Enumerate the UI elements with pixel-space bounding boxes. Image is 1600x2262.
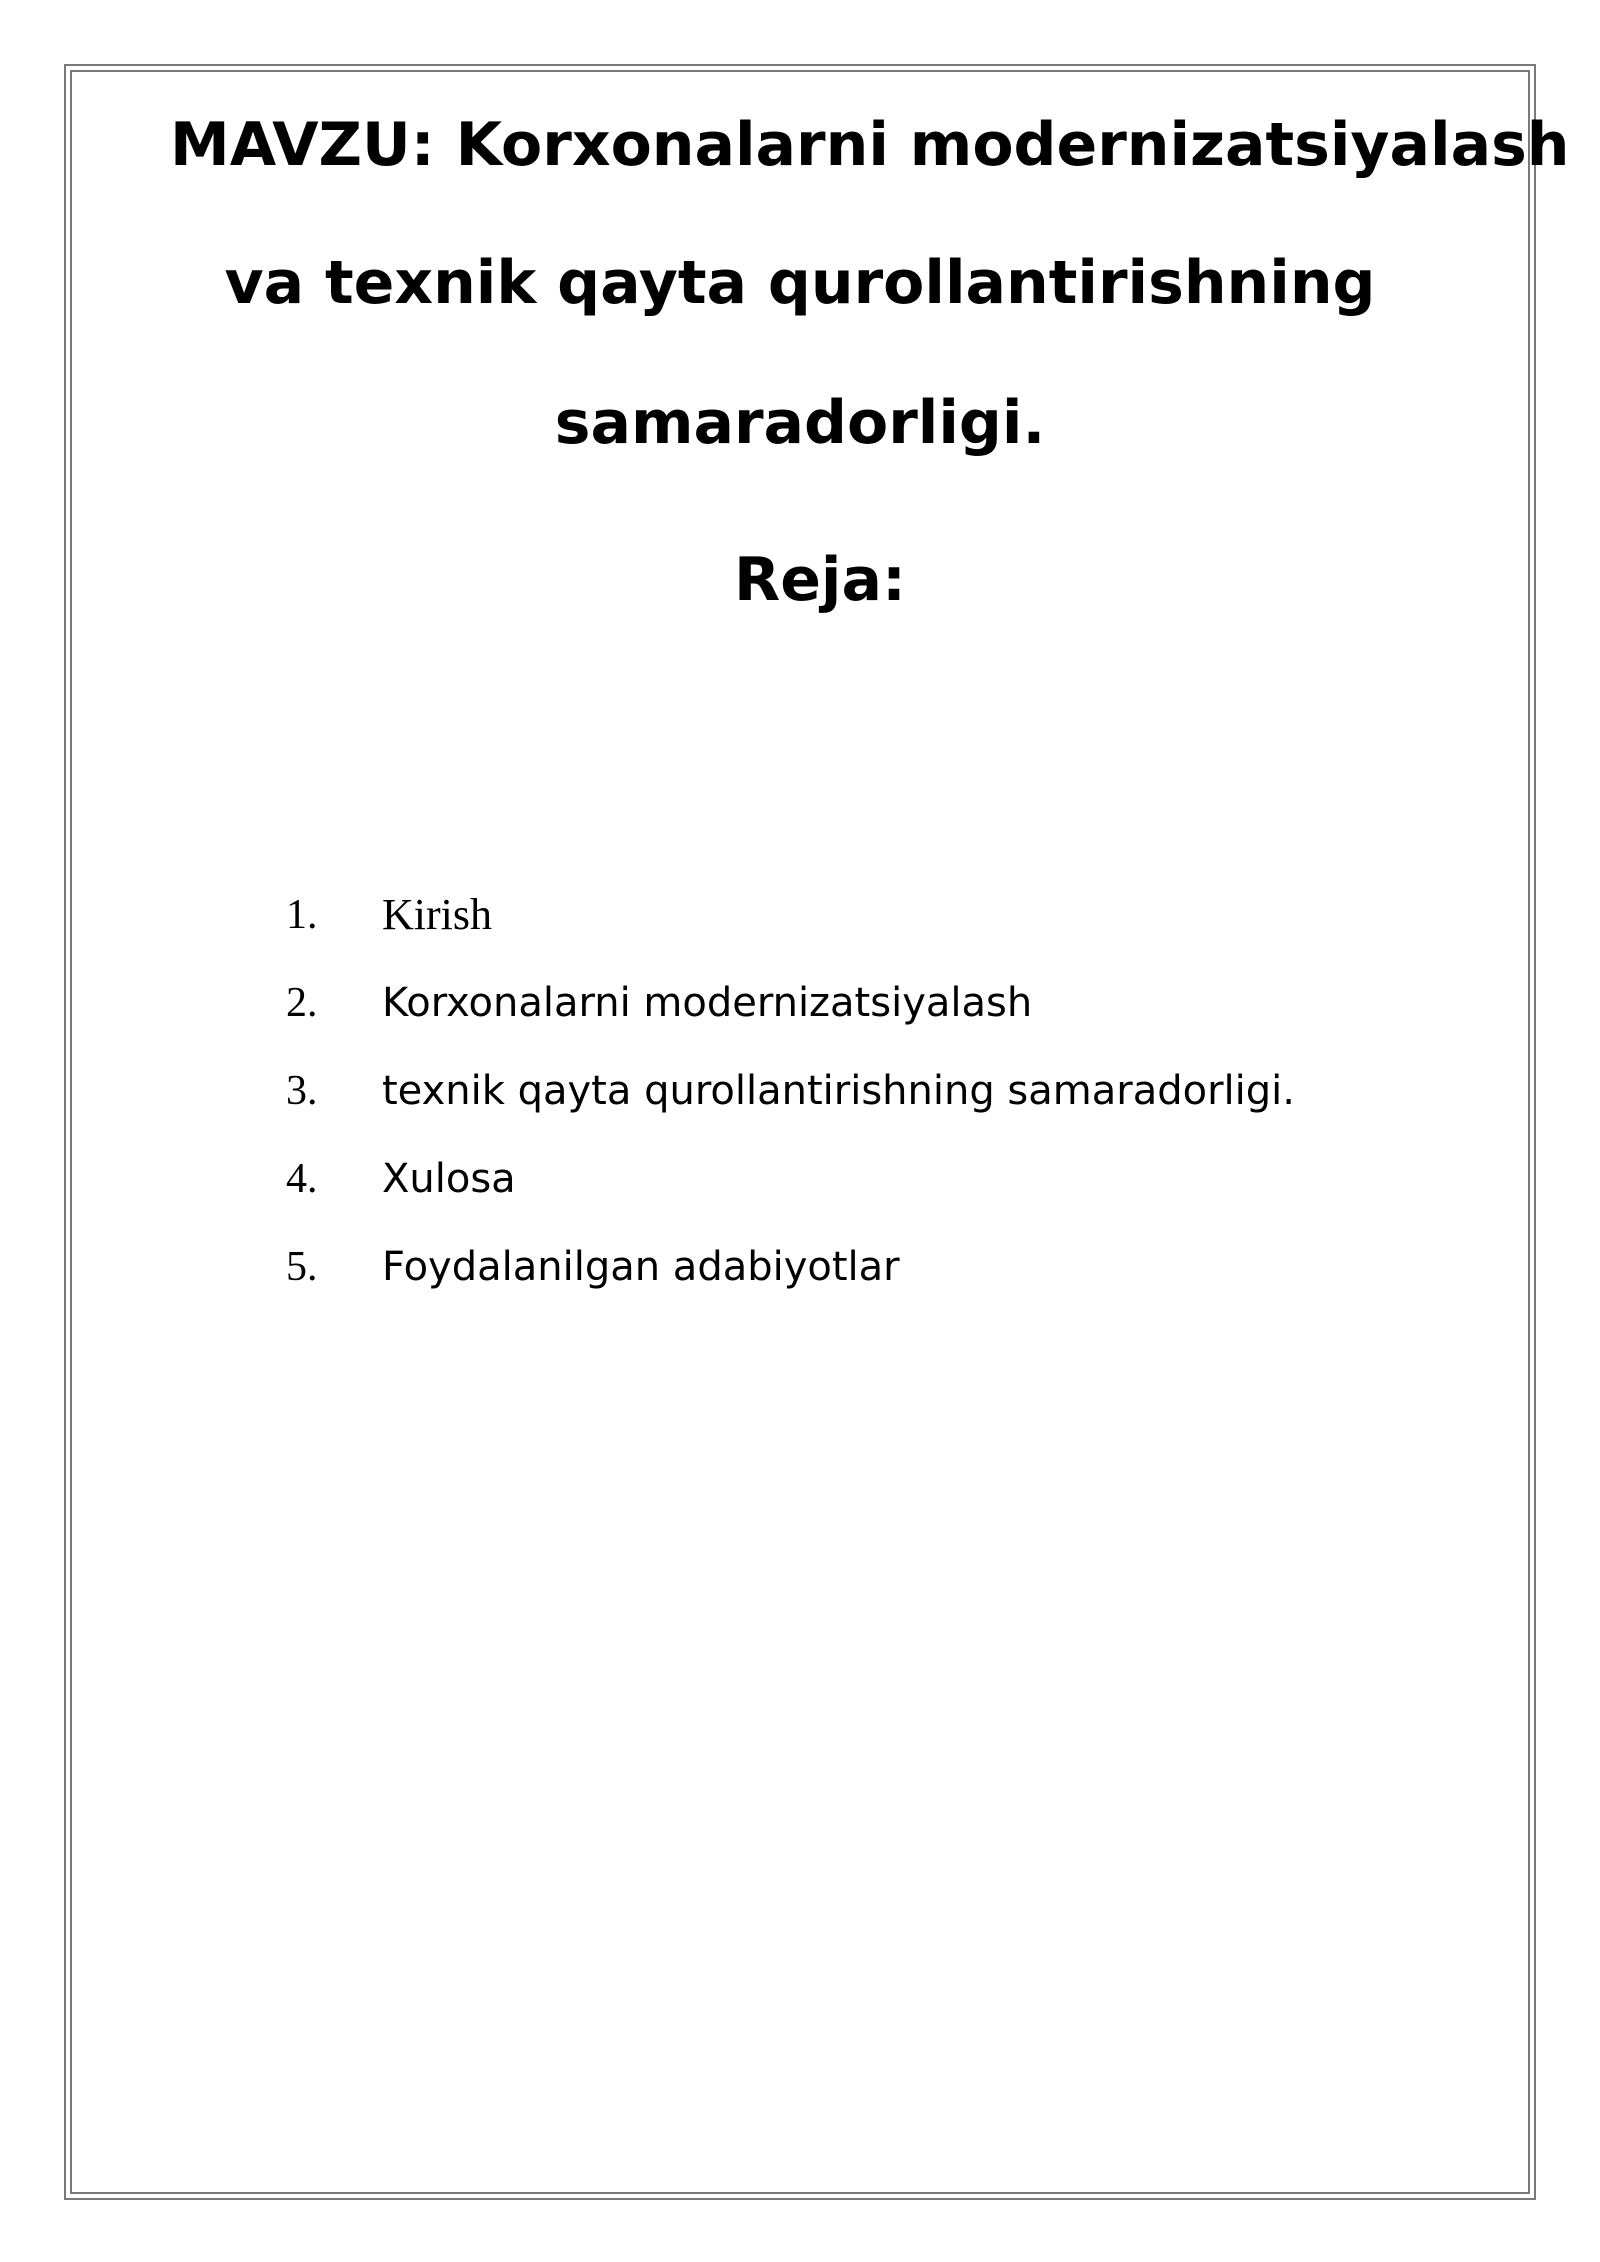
plan-item-number: 4. — [286, 1156, 318, 1202]
topic-title-line-2: va texnik qayta qurollantirishning — [224, 248, 1376, 318]
plan-item-text: texnik qayta qurollantirishning samaradorligi. — [382, 1068, 1295, 1114]
plan-item-text: Xulosa — [382, 1156, 516, 1202]
plan-item-number: 1. — [286, 892, 318, 938]
plan-item-text: Korxonalarni modernizatsiyalash — [382, 980, 1033, 1026]
plan-heading: Reja: — [734, 545, 906, 615]
topic-title-line-3: samaradorligi. — [554, 388, 1046, 458]
plan-item-number: 3. — [286, 1068, 318, 1114]
topic-title-line-1: MAVZU: Korxonalarni modernizatsiyalash — [170, 110, 1570, 180]
plan-item-number: 5. — [286, 1244, 318, 1290]
plan-item-text: Foydalanilgan adabiyotlar — [382, 1244, 900, 1290]
plan-item-text: Kirish — [382, 890, 492, 939]
plan-item-number: 2. — [286, 980, 318, 1026]
